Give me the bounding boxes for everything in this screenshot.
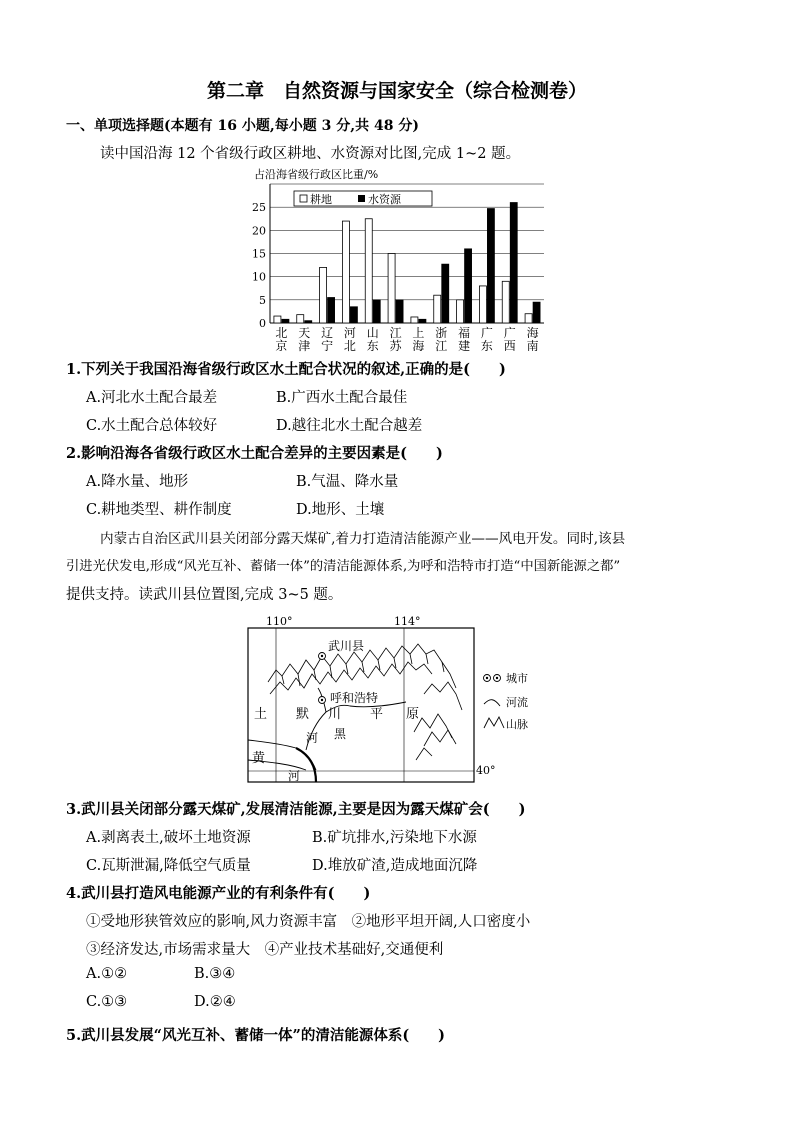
- bar-cropland: [297, 315, 304, 323]
- legend-river-icon: [484, 700, 500, 706]
- bar-water: [350, 307, 357, 323]
- x-tick-label: 江: [435, 339, 448, 353]
- bar-water: [396, 300, 403, 323]
- x-tick-label: 江: [389, 326, 402, 340]
- bar-cropland: [502, 281, 509, 323]
- chart-legend: [294, 191, 432, 206]
- legend-label-water: 水资源: [368, 193, 401, 206]
- city-wuchuan: [319, 653, 326, 660]
- x-tick-label: 京: [275, 339, 288, 353]
- x-tick-label: 辽: [321, 326, 334, 340]
- location-map: [246, 614, 546, 786]
- bar-water: [305, 321, 312, 323]
- y-tick-label: 10: [252, 270, 266, 284]
- bar-water: [487, 209, 494, 323]
- x-tick-label: 北: [343, 339, 356, 353]
- page-title: 第二章 自然资源与国家安全（综合检测卷）: [206, 80, 587, 102]
- label-river-2: 黑: [334, 727, 347, 741]
- question-2-stem: 2.影响沿海各省级行政区水土配合差异的主要因素是( ): [66, 445, 443, 462]
- intro-text-2-line-1: 内蒙古自治区武川县关闭部分露天煤矿,着力打造清洁能源产业——风电开发。同时,该县: [100, 531, 626, 547]
- bar-water: [510, 203, 517, 323]
- city-hohhot: [319, 697, 326, 704]
- q1-option-a: A.河北水土配合最差: [86, 390, 218, 406]
- q3-option-a: A.剥离表土,破坏土地资源: [86, 830, 251, 846]
- x-tick-label: 福: [458, 326, 471, 340]
- bar-cropland: [274, 316, 281, 323]
- x-tick-label: 浙: [435, 326, 448, 340]
- bar-water: [373, 300, 380, 323]
- label-wuchuan: 武川县: [328, 639, 365, 653]
- y-tick-label: 0: [259, 317, 266, 330]
- q1-option-d: D.越往北水土配合越差: [276, 418, 423, 434]
- label-river-1: 河: [306, 731, 319, 745]
- bar-water: [328, 298, 335, 323]
- question-3-stem: 3.武川县关闭部分露天煤矿,发展清洁能源,主要是因为露天煤矿会( ): [66, 801, 526, 818]
- q3-option-d: D.堆放矿渣,造成地面沉降: [312, 858, 478, 874]
- x-tick-label: 津: [298, 339, 311, 353]
- q1-option-c: C.水土配合总体较好: [86, 418, 218, 434]
- q1-option-b: B.广西水土配合最佳: [276, 390, 408, 406]
- x-tick-label: 上: [412, 326, 425, 340]
- legend-swatch-water: [358, 195, 365, 202]
- bar-water: [442, 264, 449, 323]
- bar-cropland: [342, 221, 349, 323]
- q3-option-b: B.矿坑排水,污染地下水源: [312, 830, 477, 846]
- bar-cropland: [434, 295, 441, 323]
- q2-option-d: D.地形、土壤: [296, 502, 385, 518]
- legend-swatch-cropland: [300, 195, 307, 202]
- x-tick-label: 河: [343, 326, 356, 340]
- bar-water: [465, 249, 472, 323]
- question-1-stem: 1.下列关于我国沿海省级行政区水土配合状况的叙述,正确的是( ): [66, 361, 506, 378]
- bar-water: [282, 319, 289, 323]
- bar-cropland: [479, 286, 486, 323]
- legend-city-icon: [484, 675, 501, 682]
- x-tick-label: 北: [275, 326, 288, 340]
- label-hohhot: 呼和浩特: [330, 691, 379, 705]
- label-plain-5: 原: [406, 707, 420, 722]
- intro-text-1: 读中国沿海 12 个省级行政区耕地、水资源对比图,完成 1~2 题。: [100, 146, 521, 162]
- q4-statements-1: ①受地形狭管效应的影响,风力资源丰富 ②地形平坦开阔,人口密度小: [86, 914, 531, 930]
- bar-water: [533, 302, 540, 323]
- question-4-stem: 4.武川县打造风电能源产业的有利条件有( ): [66, 885, 371, 902]
- label-plain-1: 土: [254, 707, 268, 722]
- longitude-label-110: 110°: [266, 615, 293, 628]
- bar-water: [419, 319, 426, 323]
- x-tick-label: 山: [366, 326, 379, 340]
- bar-cropland: [457, 300, 464, 323]
- y-tick-label: 5: [259, 293, 266, 307]
- question-5-stem: 5.武川县发展“风光互补、蓄储一体”的清洁能源体系( ): [66, 1027, 446, 1044]
- x-tick-label: 宁: [321, 339, 334, 353]
- q2-option-b: B.气温、降水量: [296, 474, 399, 490]
- x-tick-label: 海: [412, 339, 425, 353]
- label-plain-4: 平: [370, 707, 384, 722]
- x-tick-label: 海: [526, 326, 539, 340]
- bar-cropland: [388, 254, 395, 324]
- q4-statements-2: ③经济发达,市场需求量大 ④产业技术基础好,交通便利: [86, 942, 444, 958]
- intro-text-2-line-2: 引进光伏发电,形成“风光互补、蓄储一体”的清洁能源体系,为呼和浩特市打造“中国新能源之都”: [66, 559, 621, 574]
- q4-option-c: C.①③: [86, 994, 128, 1010]
- label-plain-2: 默: [296, 707, 310, 722]
- label-yellow-river-2: 河: [288, 769, 301, 783]
- map-legend: [484, 672, 529, 731]
- x-tick-label: 天: [298, 326, 311, 340]
- longitude-label-114: 114°: [394, 615, 421, 628]
- legend-mountain-icon: [484, 717, 504, 728]
- x-tick-label: 东: [480, 339, 493, 353]
- bar-cropland: [411, 317, 418, 323]
- x-tick-label: 西: [503, 339, 516, 353]
- x-tick-label: 广: [503, 326, 516, 340]
- intro-text-2-line-3: 提供支持。读武川县位置图,完成 3~5 题。: [66, 587, 343, 603]
- x-tick-label: 广: [480, 326, 493, 340]
- label-plain-3: 川: [328, 707, 342, 722]
- x-tick-label: 建: [458, 339, 471, 353]
- q4-option-a: A.①②: [86, 966, 128, 982]
- y-tick-label: 25: [252, 201, 266, 215]
- chart-y-label: 占沿海省级行政区比重/%: [254, 168, 379, 181]
- legend-city-label: 城市: [506, 672, 528, 685]
- q3-option-c: C.瓦斯泄漏,降低空气质量: [86, 858, 251, 874]
- x-tick-label: 南: [526, 339, 539, 353]
- legend-river-label: 河流: [506, 696, 528, 709]
- x-tick-label: 东: [366, 339, 379, 353]
- chart-svg: [248, 168, 548, 358]
- bar-cropland: [525, 314, 532, 323]
- bar-cropland: [365, 219, 372, 323]
- legend-label-cropland: 耕地: [310, 193, 332, 206]
- legend-mountain-label: 山脉: [506, 718, 528, 731]
- q4-option-b: B.③④: [194, 966, 236, 982]
- section-heading: 一、单项选择题(本题有 16 小题,每小题 3 分,共 48 分): [66, 118, 419, 134]
- map-svg: [246, 614, 546, 786]
- label-yellow-river-1: 黄: [252, 751, 266, 766]
- q4-option-d: D.②④: [194, 994, 236, 1010]
- q2-option-a: A.降水量、地形: [86, 474, 189, 490]
- y-tick-label: 15: [252, 247, 266, 261]
- x-tick-label: 苏: [389, 339, 402, 353]
- bar-chart: [248, 168, 548, 358]
- q2-option-c: C.耕地类型、耕作制度: [86, 502, 232, 518]
- latitude-label-40: 40°: [476, 764, 496, 777]
- bar-cropland: [320, 267, 327, 323]
- y-tick-label: 20: [252, 224, 266, 238]
